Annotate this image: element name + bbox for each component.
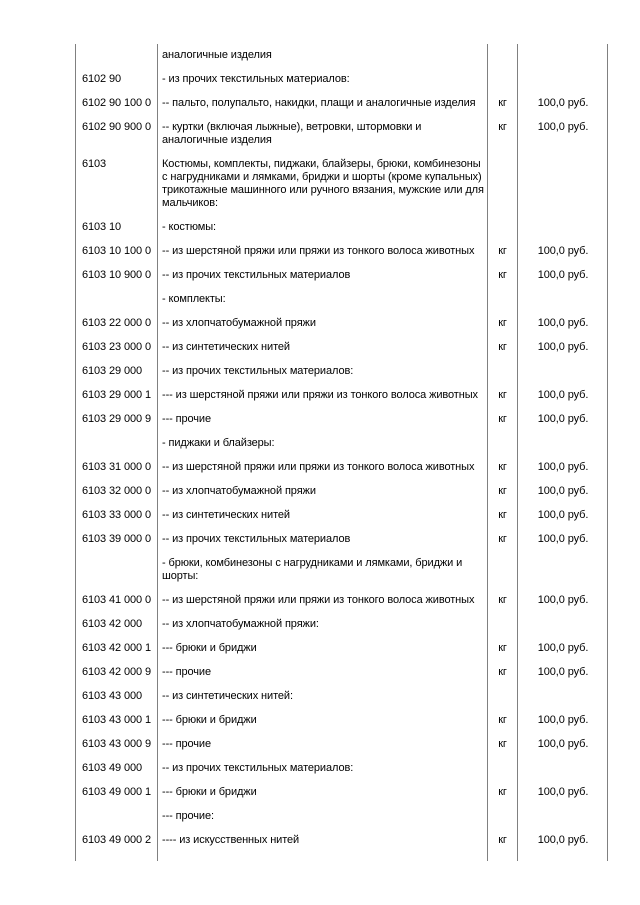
table-row	[76, 733, 608, 757]
row-unit	[488, 805, 518, 829]
row-code: 6103 10 100 0	[76, 240, 158, 264]
row-code: 6103 10 900 0	[76, 264, 158, 288]
row-code	[76, 44, 158, 68]
row-description: -- из шерстяной пряжи или пряжи из тонкого волоса животных	[158, 456, 488, 480]
table-row	[76, 589, 608, 613]
row-rate: 100,0 руб.	[518, 781, 608, 805]
row-description: --- брюки и бриджи	[158, 709, 488, 733]
table-row	[76, 528, 608, 552]
row-rate	[518, 216, 608, 240]
row-rate: 100,0 руб.	[518, 312, 608, 336]
row-description: --- прочие:	[158, 805, 488, 829]
row-unit	[488, 216, 518, 240]
row-unit: кг	[488, 528, 518, 552]
table-row	[76, 805, 608, 829]
table-row	[76, 360, 608, 384]
row-description: -- из прочих текстильных материалов	[158, 264, 488, 288]
row-description: -- из синтетических нитей	[158, 504, 488, 528]
row-description: -- из хлопчатобумажной пряжи	[158, 312, 488, 336]
table-row	[76, 216, 608, 240]
row-unit: кг	[488, 240, 518, 264]
row-rate: 100,0 руб.	[518, 528, 608, 552]
table-row	[76, 408, 608, 432]
table-row	[76, 480, 608, 504]
row-unit: кг	[488, 456, 518, 480]
row-rate: 100,0 руб.	[518, 733, 608, 757]
table-row	[76, 264, 608, 288]
row-unit	[488, 68, 518, 92]
table-row	[76, 637, 608, 661]
row-rate: 100,0 руб.	[518, 116, 608, 153]
row-description: -- из прочих текстильных материалов	[158, 528, 488, 552]
row-code: 6103 23 000 0	[76, 336, 158, 360]
row-code	[76, 432, 158, 456]
table-row	[76, 613, 608, 637]
row-unit: кг	[488, 661, 518, 685]
row-rate: 100,0 руб.	[518, 504, 608, 528]
row-code: 6103 22 000 0	[76, 312, 158, 336]
row-code: 6103 49 000	[76, 757, 158, 781]
table-row	[76, 661, 608, 685]
row-rate: 100,0 руб.	[518, 637, 608, 661]
row-description: ---- из искусственных нитей	[158, 829, 488, 861]
table-row	[76, 92, 608, 116]
row-description: - из прочих текстильных материалов:	[158, 68, 488, 92]
row-unit: кг	[488, 408, 518, 432]
row-rate: 100,0 руб.	[518, 408, 608, 432]
row-rate: 100,0 руб.	[518, 661, 608, 685]
row-rate: 100,0 руб.	[518, 456, 608, 480]
table-row	[76, 312, 608, 336]
row-rate: 100,0 руб.	[518, 240, 608, 264]
row-code: 6103 10	[76, 216, 158, 240]
row-code: 6103 42 000 9	[76, 661, 158, 685]
row-rate: 100,0 руб.	[518, 264, 608, 288]
row-code: 6102 90 900 0	[76, 116, 158, 153]
table-row	[76, 709, 608, 733]
row-code: 6103 33 000 0	[76, 504, 158, 528]
row-rate	[518, 757, 608, 781]
row-unit: кг	[488, 384, 518, 408]
row-description: -- из синтетических нитей:	[158, 685, 488, 709]
row-code	[76, 552, 158, 589]
table-row	[76, 336, 608, 360]
row-unit: кг	[488, 336, 518, 360]
row-unit	[488, 685, 518, 709]
row-code: 6103 31 000 0	[76, 456, 158, 480]
row-unit	[488, 432, 518, 456]
row-description: -- из шерстяной пряжи или пряжи из тонкого волоса животных	[158, 589, 488, 613]
row-description: -- куртки (включая лыжные), ветровки, штормовки и аналогичные изделия	[158, 116, 488, 153]
row-code: 6102 90	[76, 68, 158, 92]
row-rate	[518, 552, 608, 589]
row-unit	[488, 288, 518, 312]
row-rate: 100,0 руб.	[518, 829, 608, 861]
row-code: 6103 43 000 1	[76, 709, 158, 733]
row-code: 6103 43 000 9	[76, 733, 158, 757]
row-code: 6102 90 100 0	[76, 92, 158, 116]
row-unit: кг	[488, 709, 518, 733]
table-row	[76, 240, 608, 264]
row-rate	[518, 360, 608, 384]
row-unit: кг	[488, 264, 518, 288]
row-description: - комплекты:	[158, 288, 488, 312]
row-rate	[518, 432, 608, 456]
row-description: --- брюки и бриджи	[158, 637, 488, 661]
tariff-table-body	[76, 44, 608, 861]
table-row	[76, 504, 608, 528]
row-description: аналогичные изделия	[158, 44, 488, 68]
table-row	[76, 432, 608, 456]
row-code	[76, 805, 158, 829]
table-row	[76, 781, 608, 805]
row-description: -- из хлопчатобумажной пряжи	[158, 480, 488, 504]
row-unit	[488, 44, 518, 68]
row-unit	[488, 153, 518, 216]
row-code: 6103 29 000	[76, 360, 158, 384]
row-rate	[518, 685, 608, 709]
row-rate: 100,0 руб.	[518, 480, 608, 504]
row-unit	[488, 360, 518, 384]
row-unit: кг	[488, 312, 518, 336]
row-code: 6103 29 000 9	[76, 408, 158, 432]
row-rate: 100,0 руб.	[518, 92, 608, 116]
row-description: --- прочие	[158, 661, 488, 685]
row-code: 6103 41 000 0	[76, 589, 158, 613]
row-unit: кг	[488, 116, 518, 153]
row-rate: 100,0 руб.	[518, 336, 608, 360]
row-unit: кг	[488, 92, 518, 116]
row-unit: кг	[488, 637, 518, 661]
row-description: -- из прочих текстильных материалов:	[158, 360, 488, 384]
row-unit: кг	[488, 589, 518, 613]
row-code: 6103 39 000 0	[76, 528, 158, 552]
row-description: - костюмы:	[158, 216, 488, 240]
row-rate	[518, 68, 608, 92]
row-rate: 100,0 руб.	[518, 384, 608, 408]
row-description: -- из шерстяной пряжи или пряжи из тонкого волоса животных	[158, 240, 488, 264]
table-row	[76, 685, 608, 709]
row-code: 6103 49 000 2	[76, 829, 158, 861]
row-description: - пиджаки и блайзеры:	[158, 432, 488, 456]
row-rate: 100,0 руб.	[518, 709, 608, 733]
row-rate: 100,0 руб.	[518, 589, 608, 613]
row-unit	[488, 613, 518, 637]
row-unit: кг	[488, 480, 518, 504]
table-row	[76, 456, 608, 480]
table-row	[76, 44, 608, 68]
row-unit: кг	[488, 733, 518, 757]
table-row	[76, 384, 608, 408]
table-row	[76, 116, 608, 153]
row-code: 6103 43 000	[76, 685, 158, 709]
row-rate	[518, 288, 608, 312]
row-description: -- пальто, полупальто, накидки, плащи и аналогичные изделия	[158, 92, 488, 116]
table-row	[76, 757, 608, 781]
row-code: 6103 49 000 1	[76, 781, 158, 805]
row-description: -- из синтетических нитей	[158, 336, 488, 360]
row-description: --- брюки и бриджи	[158, 781, 488, 805]
table-row	[76, 288, 608, 312]
row-rate	[518, 153, 608, 216]
row-code: 6103 29 000 1	[76, 384, 158, 408]
row-unit: кг	[488, 781, 518, 805]
row-description: --- из шерстяной пряжи или пряжи из тонкого волоса животных	[158, 384, 488, 408]
table-row	[76, 552, 608, 589]
row-description: --- прочие	[158, 733, 488, 757]
row-description: -- из хлопчатобумажной пряжи:	[158, 613, 488, 637]
table-row	[76, 68, 608, 92]
row-rate	[518, 613, 608, 637]
table-row	[76, 829, 608, 861]
row-description: Костюмы, комплекты, пиджаки, блайзеры, брюки, комбинезоны с нагрудниками и лямками, бриджи и шорты (кроме купальных) трикотажные машинного или ручного вязания, мужские или для мальчиков:	[158, 153, 488, 216]
row-code	[76, 288, 158, 312]
table-row	[76, 153, 608, 216]
tariff-table	[75, 44, 608, 861]
row-unit	[488, 757, 518, 781]
row-unit	[488, 552, 518, 589]
row-description: -- из прочих текстильных материалов:	[158, 757, 488, 781]
row-rate	[518, 44, 608, 68]
row-description: - брюки, комбинезоны с нагрудниками и лямками, бриджи и шорты:	[158, 552, 488, 589]
row-code: 6103	[76, 153, 158, 216]
row-code: 6103 42 000	[76, 613, 158, 637]
row-unit: кг	[488, 504, 518, 528]
row-code: 6103 42 000 1	[76, 637, 158, 661]
row-rate	[518, 805, 608, 829]
row-unit: кг	[488, 829, 518, 861]
row-code: 6103 32 000 0	[76, 480, 158, 504]
row-description: --- прочие	[158, 408, 488, 432]
